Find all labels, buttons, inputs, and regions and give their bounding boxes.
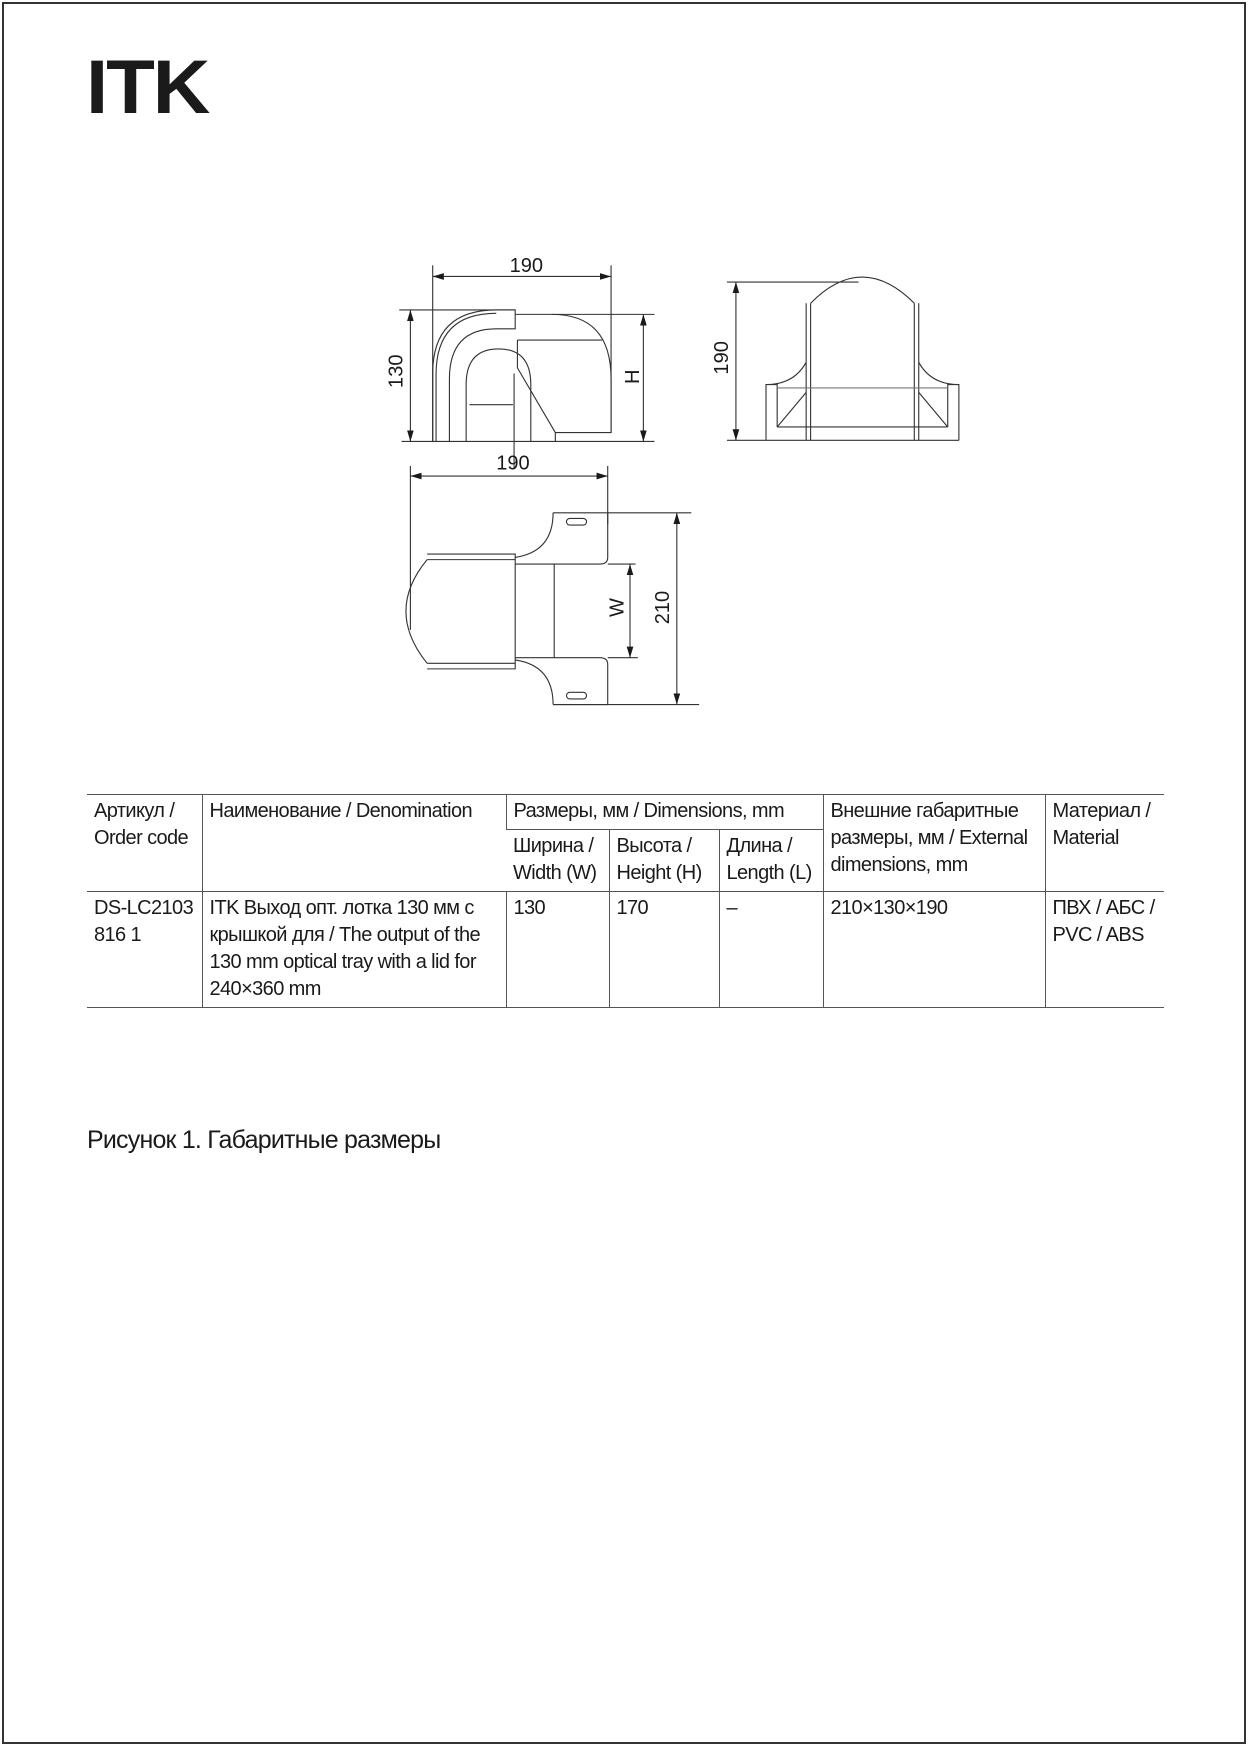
top-w-label: W: [606, 598, 629, 618]
header-dimensions: Размеры, мм / Dimensions, mm: [506, 795, 823, 830]
table-row: [87, 892, 1164, 1008]
header-denomination: Наименование / Denomination: [202, 795, 506, 892]
side-height-label: 130: [385, 354, 408, 388]
cell-length: –: [719, 892, 823, 1008]
side-h-label: H: [621, 369, 644, 385]
cell-order-code: DS-LC2103816 1: [87, 892, 202, 1008]
figure-caption: Рисунок 1. Габаритные размеры: [87, 1126, 441, 1154]
top-depth-label: 210: [652, 590, 675, 625]
itk-logo: ITK: [86, 45, 209, 130]
cell-external: 210×130×190: [823, 892, 1045, 1008]
front-height-label: 190: [711, 341, 734, 375]
header-external: Внешние габаритные размеры, мм / External dimensions, mm: [823, 795, 1045, 892]
header-height: Высота / Height (H): [609, 830, 719, 892]
cell-height: 170: [609, 892, 719, 1008]
cell-material: ПВХ / АБС / PVC / ABS: [1045, 892, 1164, 1008]
top-view: [406, 466, 699, 705]
cell-denomination: ITK Выход опт. лотка 130 мм с крышкой для / The output of the 130 mm optical tray with a lid for 240×360 mm: [202, 892, 506, 1008]
top-width-label: 190: [496, 452, 530, 475]
specification-table: [87, 794, 1164, 1008]
cell-width: 130: [506, 892, 609, 1008]
table-header-row: [87, 795, 1164, 830]
side-view: [399, 265, 654, 468]
header-width: Ширина / Width (W): [506, 830, 609, 892]
header-material: Материал / Material: [1045, 795, 1164, 892]
header-length: Длина / Length (L): [719, 830, 823, 892]
header-order-code: Артикул / Order code: [87, 795, 202, 892]
front-view: [727, 277, 959, 440]
side-width-label: 190: [509, 255, 544, 278]
